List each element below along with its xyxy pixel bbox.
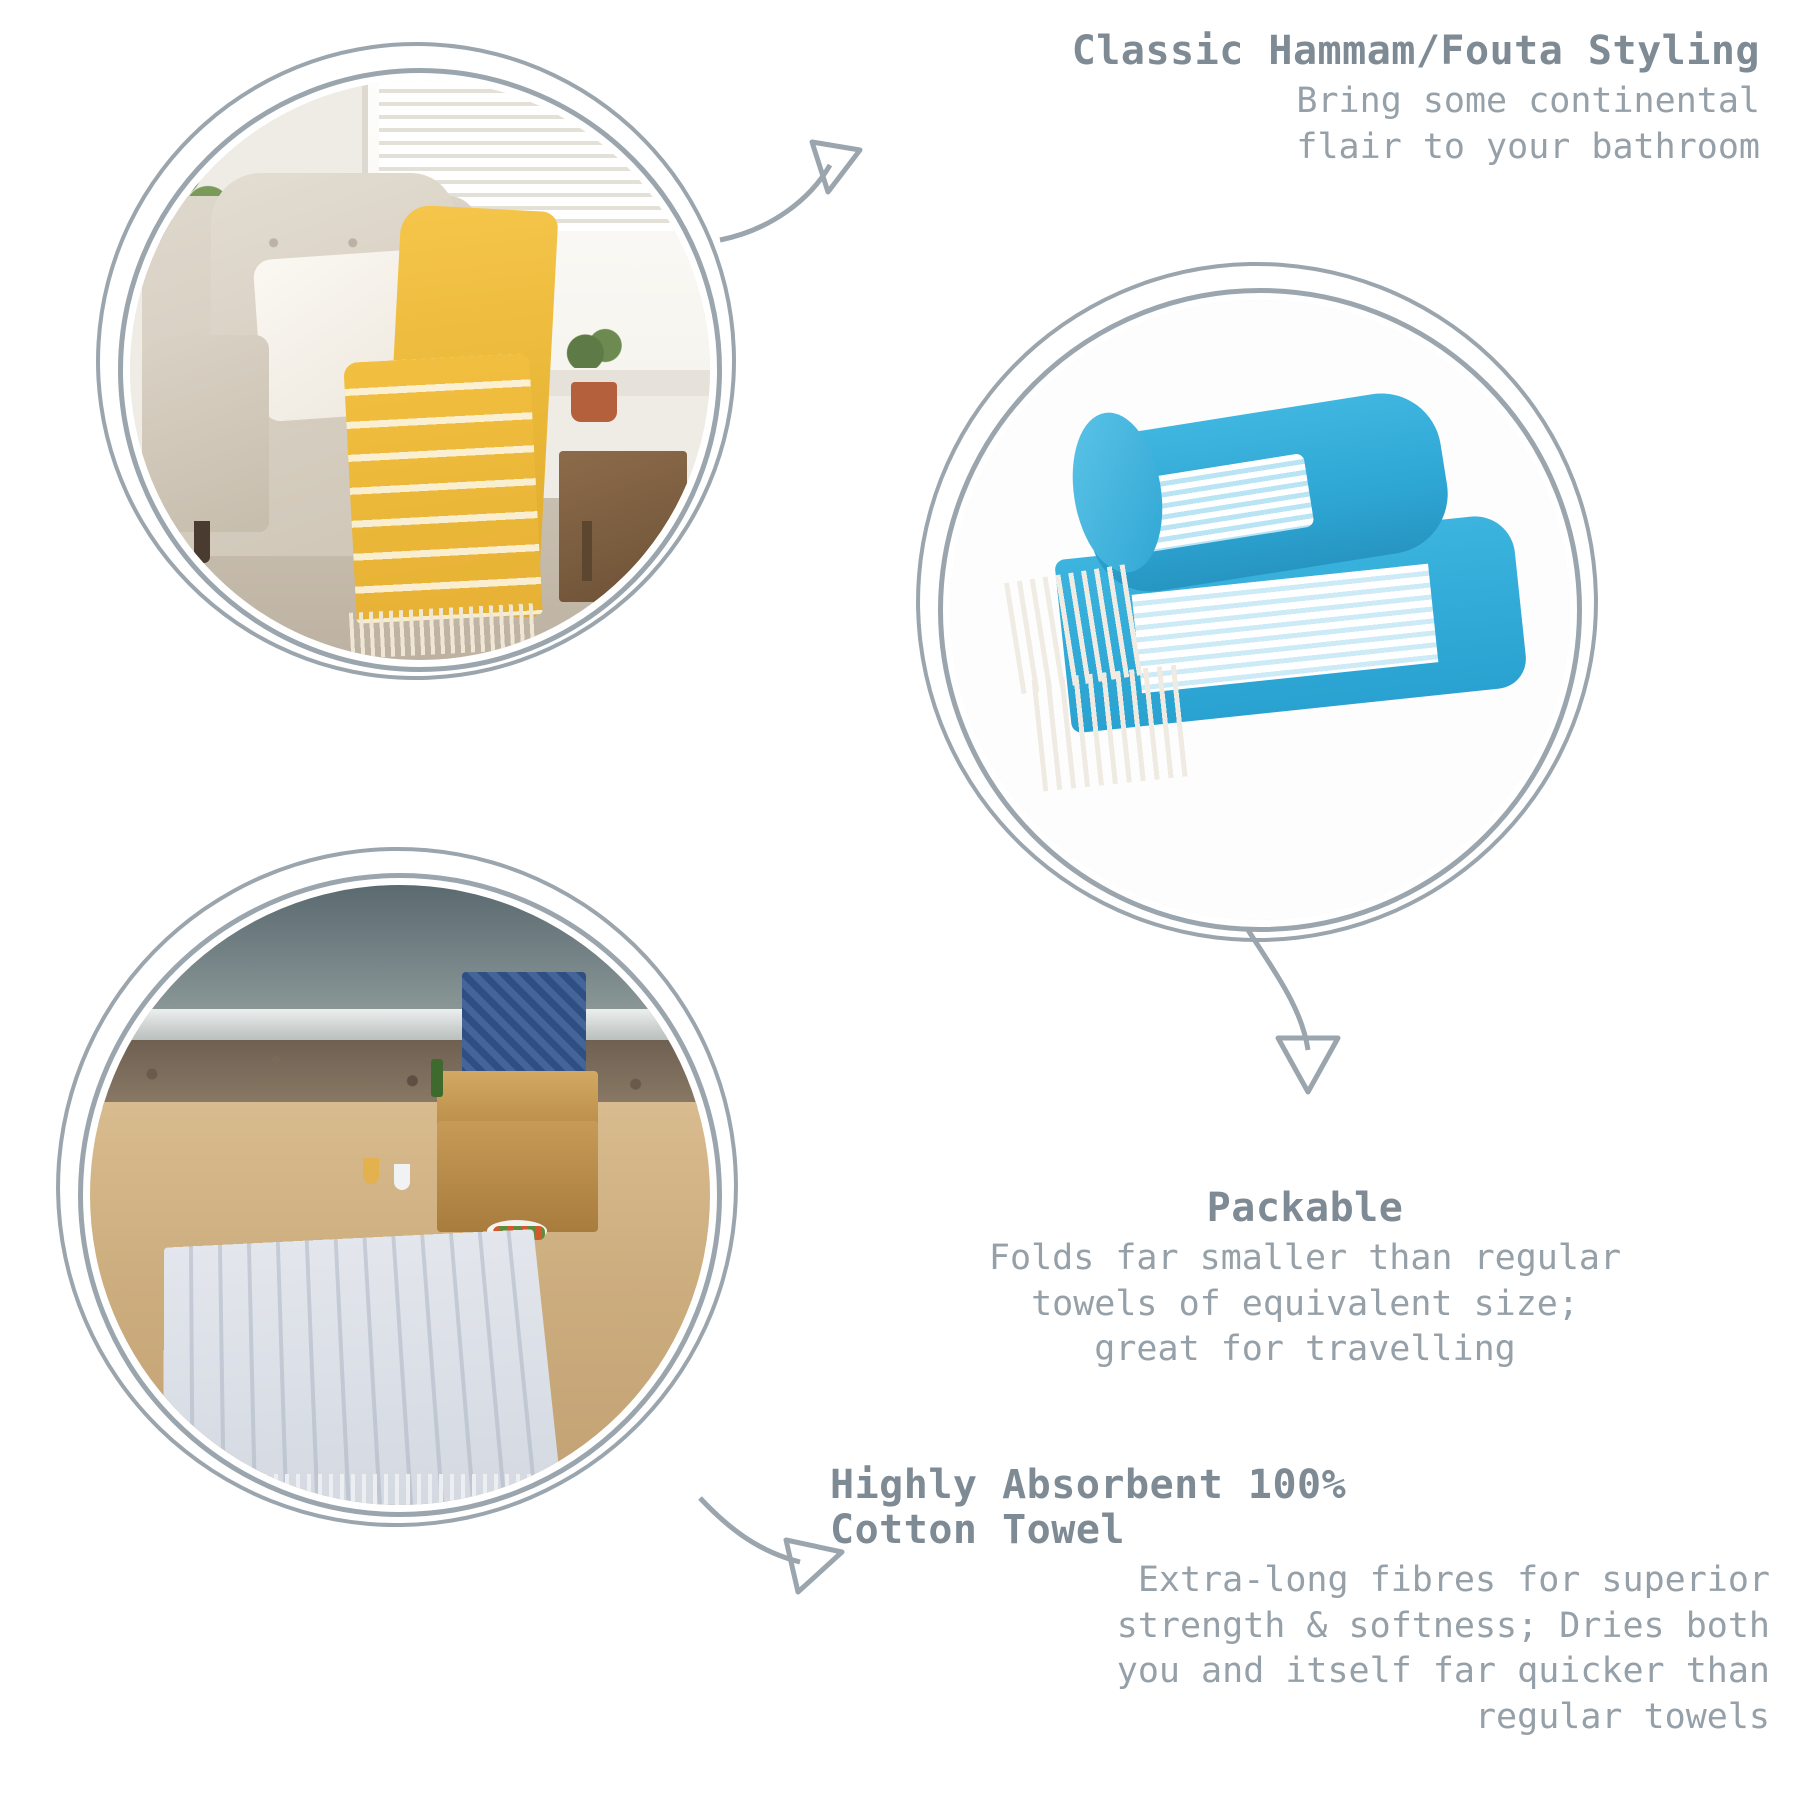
callout-absorbent-line-1: Extra-long fibres for superior — [1137, 1560, 1770, 1601]
callout-packable-title: Packable — [1206, 1185, 1404, 1231]
callout-classic-styling-title: Classic Hammam/Fouta Styling — [1071, 28, 1760, 74]
callout-absorbent-title-line-2: Cotton Towel — [830, 1507, 1125, 1554]
scene-picnic-basket — [437, 1121, 598, 1233]
scene-yellow-towel-fringe — [349, 603, 537, 659]
scene-yellow-towel-stripes — [344, 354, 543, 624]
scene-grey-towel-fringe — [164, 1474, 548, 1505]
scene-potted-plant — [559, 318, 625, 368]
photo-armchair — [130, 80, 710, 660]
scene-terracotta-pot — [571, 382, 617, 422]
callout-packable — [840, 1185, 1770, 1373]
scene-stool-leg — [582, 521, 592, 581]
callout-absorbent — [830, 1462, 1770, 1740]
callout-classic-styling — [860, 28, 1760, 170]
scene-drink-glass-clear — [394, 1164, 410, 1190]
callout-absorbent-line-2: strength & softness; Dries both — [1116, 1605, 1770, 1646]
callout-packable-line-2: towels of equivalent size; — [1031, 1283, 1579, 1324]
photo-folded-towels — [950, 300, 1570, 920]
scene-wooden-stool — [559, 451, 687, 602]
callout-packable-line-3: great for travelling — [1094, 1329, 1516, 1370]
arrow-to-packable — [1230, 920, 1410, 1150]
callout-classic-styling-line-2: flair to your bathroom — [1296, 126, 1760, 167]
callout-packable-line-1: Folds far smaller than regular — [988, 1238, 1622, 1279]
scene-blue-towel-fringe-lower — [1031, 665, 1191, 792]
callout-absorbent-line-4: regular towels — [1474, 1696, 1770, 1737]
photo-beach — [90, 885, 710, 1505]
callout-absorbent-title-line-1: Highly Absorbent 100% — [830, 1462, 1347, 1508]
scene-armchair-arm — [142, 335, 270, 532]
callout-absorbent-line-3: you and itself far quicker than — [1116, 1651, 1770, 1692]
scene-bottle — [431, 1059, 443, 1097]
scene-armchair-leg — [194, 521, 210, 563]
scene-pebbles — [90, 1040, 710, 1108]
callout-classic-styling-line-1: Bring some continental — [1296, 81, 1760, 122]
scene-drink-glass-orange — [363, 1158, 379, 1184]
scene-grey-towel-stripes — [164, 1229, 563, 1505]
